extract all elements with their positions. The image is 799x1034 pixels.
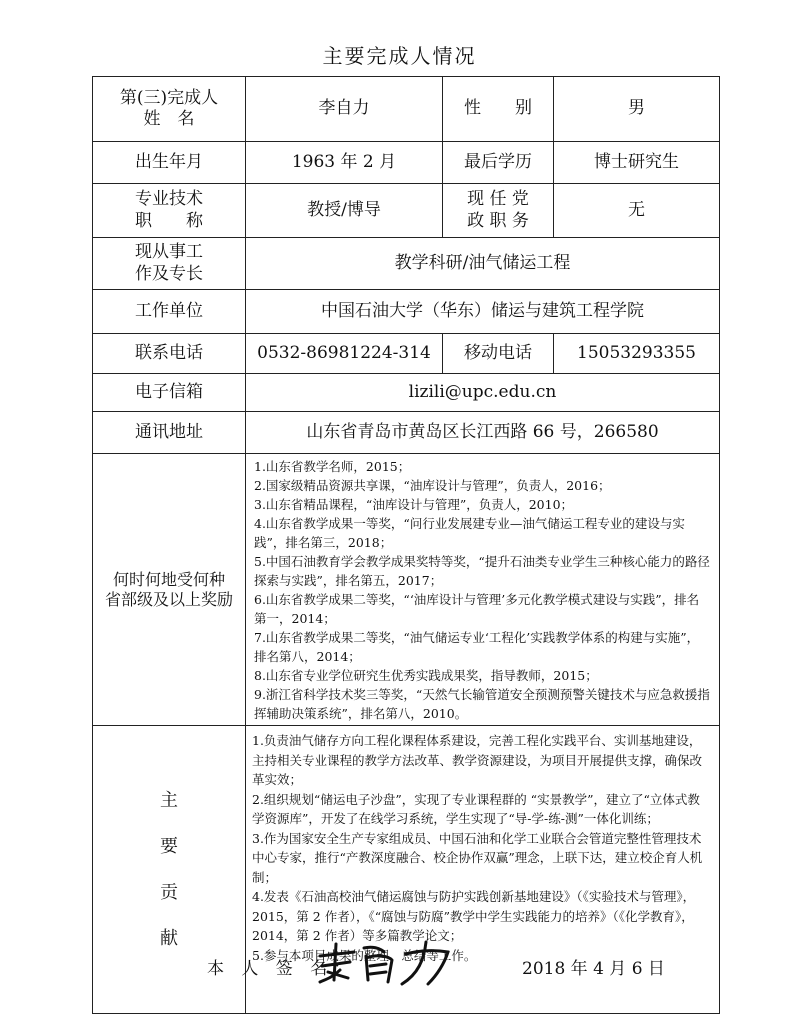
contribution-item: 4.发表《石油高校油气储运腐蚀与防护实践创新基地建设》（《实验技术与管理》，2015，第 2 作者），《“腐蚀与防腐”教学中学生实践能力的培养》（《化学教育》，2014，第 2 作者）等多篇教学论文； xyxy=(252,889,696,943)
name-label: 姓 名 xyxy=(143,109,195,129)
work-label-line2: 作及专长 xyxy=(135,263,203,284)
address-value: 山东省青岛市黄岛区长江西路 66 号，266580 xyxy=(246,412,720,454)
page-title: 主要完成人情况 xyxy=(322,44,477,68)
party-label-line2: 政 职 务 xyxy=(467,210,529,231)
title-label-cell xyxy=(93,184,246,238)
title-value: 教授/博导 xyxy=(246,184,443,238)
contribution-item: 5.参与本项目成果的整理、总结等工作。 xyxy=(252,947,477,963)
birth-value: 1963 年 2 月 xyxy=(246,142,443,184)
employer-value: 中国石油大学（华东）储运与建筑工程学院 xyxy=(246,290,720,334)
contribution-item: 2.组织规划“储运电子沙盘”，实现了专业课程群的 “实景教学”，建立了“立体式教学资源库”，开发了在线学习系统，学生实现了“导-学-练-测”一体化训练； xyxy=(252,791,700,826)
contribution-item: 3.作为国家安全生产专家组成员、中国石油和化学工业联合会管道完整性管理技术中心专家，推行“产教深度融合、校企协作双赢”理念，上联下达，建立校企育人机制； xyxy=(252,830,703,885)
birth-label: 出生年月 xyxy=(93,142,246,184)
mobile-value: 15053293355 xyxy=(554,334,720,374)
title-label-line1: 专业技术 xyxy=(135,189,203,210)
order-label: 第(三)完成人 xyxy=(119,87,219,108)
signature-date: 2018 年 4 月 6 日 xyxy=(522,959,665,979)
awards-label-cell xyxy=(93,454,246,726)
employer-label: 工作单位 xyxy=(93,290,246,334)
award-item: 8.山东省专业学位研究生优秀实践成果奖，指导教师，2015； xyxy=(254,668,598,683)
award-item: 9.浙江省科学技术奖三等奖，“天然气长输管道安全预测预警关键技术与应急救援指挥辅助决策系统”，排名第八，2010。 xyxy=(254,687,710,721)
name-label-cell xyxy=(93,77,246,142)
award-item: 6.山东省教学成果二等奖，“‘油库设计与管理’多元化教学模式建设与实践”，排名第一，2014； xyxy=(254,592,700,626)
contrib-label-char: 主 xyxy=(160,789,178,811)
contribution-item: 1.负责油气储存方向工程化课程体系建设，完善工程化实践平台、实训基地建设，主持相关专业课程的教学方法改革、教学资源建设，为项目开展提供支撑，确保改革实效； xyxy=(252,733,703,787)
award-item: 1.山东省教学名师，2015； xyxy=(254,459,411,474)
contrib-label-char: 要 xyxy=(160,835,178,857)
completer-info-table xyxy=(92,76,720,1014)
phone-value: 0532-86981224-314 xyxy=(246,334,443,374)
award-item: 3.山东省精品课程，“油库设计与管理”，负责人，2010； xyxy=(254,497,574,512)
gender-value: 男 xyxy=(554,77,720,142)
phone-label: 联系电话 xyxy=(93,334,246,374)
contrib-label-char: 贡 xyxy=(160,881,178,903)
address-label: 通讯地址 xyxy=(93,412,246,454)
education-value: 博士研究生 xyxy=(554,142,720,184)
contrib-label-char: 献 xyxy=(160,927,178,949)
award-item: 5.中国石油教育学会教学成果奖特等奖，“提升石油类专业学生三种核心能力的路径探索与实践”，排名第五，2017； xyxy=(254,554,710,588)
signature-label: 本 人 签 名： xyxy=(207,959,357,979)
awards-list xyxy=(246,454,720,726)
awards-label-line1: 何时何地受何种 xyxy=(112,569,225,589)
award-item: 7.山东省教学成果二等奖，“油气储运专业‘工程化’实践教学体系的构建与实施”，排名第八，2014； xyxy=(254,630,700,664)
party-post-value: 无 xyxy=(554,184,720,238)
party-label-line1: 现 任 党 xyxy=(467,189,529,210)
email-value: lizili@upc.edu.cn xyxy=(246,374,720,412)
award-item: 2.国家级精品资源共享课，“油库设计与管理”，负责人，2016； xyxy=(254,478,611,493)
education-label: 最后学历 xyxy=(443,142,554,184)
signature-line xyxy=(92,942,719,986)
name-value: 李自力 xyxy=(246,77,443,142)
work-value: 教学科研/油气储运工程 xyxy=(246,238,720,290)
award-item: 4.山东省教学成果一等奖，“问行业发展建专业—油气储运工程专业的建设与实践”，排名第三，2018； xyxy=(254,516,685,550)
title-label-line2: 职 称 xyxy=(135,210,203,231)
work-label-cell xyxy=(93,238,246,290)
awards-label-line2: 省部级及以上奖励 xyxy=(104,589,233,609)
party-label-cell xyxy=(443,184,554,238)
handwritten-signature xyxy=(314,940,464,986)
work-label-line1: 现从事工 xyxy=(135,242,203,263)
email-label: 电子信箱 xyxy=(93,374,246,412)
mobile-label: 移动电话 xyxy=(443,334,554,374)
gender-label: 性 别 xyxy=(443,77,554,142)
